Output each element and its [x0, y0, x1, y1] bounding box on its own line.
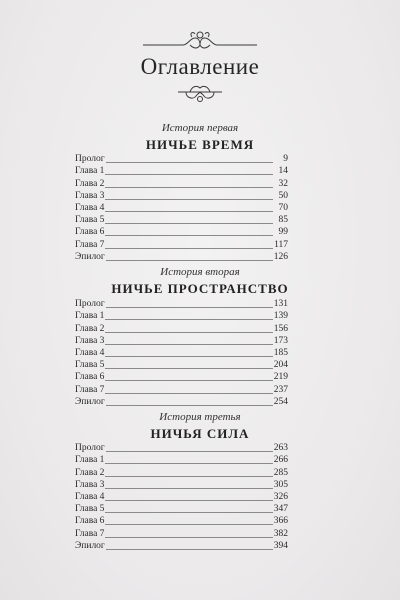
- toc-entry[interactable]: Глава 5 204: [75, 360, 288, 371]
- toc-entry[interactable]: Глава 3 50: [75, 190, 288, 201]
- toc-entry[interactable]: Глава 4 185: [75, 347, 288, 358]
- toc-entry[interactable]: Глава 4 70: [75, 202, 288, 213]
- story-1-heading: [0, 122, 400, 153]
- story-2-entries: [75, 298, 288, 408]
- toc-entry[interactable]: Глава 3 305: [75, 479, 288, 490]
- story-2-title: НИЧЬЕ ПРОСТРАНСТВО: [111, 281, 289, 296]
- toc-entry[interactable]: Пролог 263: [75, 443, 288, 454]
- toc-entry[interactable]: Глава 1 139: [75, 311, 288, 322]
- story-1-entries: [75, 153, 288, 263]
- toc-entry[interactable]: Глава 3 173: [75, 335, 288, 346]
- toc-entry[interactable]: Глава 6 99: [75, 227, 288, 238]
- toc-entry[interactable]: Глава 2 32: [75, 178, 288, 189]
- story-1-title: НИЧЬЕ ВРЕМЯ: [145, 137, 255, 152]
- story-3-entries: [75, 442, 288, 552]
- story-2-heading: [0, 266, 400, 297]
- story-3-label: История третья: [159, 411, 241, 423]
- toc-entry[interactable]: Глава 2 285: [75, 467, 288, 478]
- toc-title: Оглавление: [140, 54, 260, 79]
- toc-entry[interactable]: Глава 1 14: [75, 166, 288, 177]
- story-3-title: НИЧЬЯ СИЛА: [150, 426, 250, 441]
- toc-entry[interactable]: Глава 6 366: [75, 516, 288, 527]
- story-1-label: История первая: [161, 122, 239, 134]
- toc-entry[interactable]: Пролог 131: [75, 299, 288, 310]
- bottom-ornament-icon: [0, 80, 400, 106]
- toc-entry[interactable]: Эпилог 126: [75, 251, 288, 262]
- toc-entry[interactable]: Глава 2 156: [75, 323, 288, 334]
- toc-entry[interactable]: Глава 5 85: [75, 215, 288, 226]
- toc-entry[interactable]: Глава 7 237: [75, 384, 288, 395]
- story-3-heading: [0, 411, 400, 442]
- toc-entry[interactable]: Глава 6 219: [75, 372, 288, 383]
- toc-entry[interactable]: Глава 5 347: [75, 504, 288, 515]
- story-2-label: История вторая: [160, 266, 240, 278]
- toc-entry[interactable]: Глава 7 117: [75, 239, 288, 250]
- toc-entry[interactable]: Глава 1 266: [75, 455, 288, 466]
- toc-entry[interactable]: Эпилог 394: [75, 540, 288, 551]
- top-ornament-icon: [0, 28, 400, 54]
- toc-entry[interactable]: Глава 7 382: [75, 528, 288, 539]
- toc-entry[interactable]: Глава 4 326: [75, 491, 288, 502]
- toc-entry[interactable]: Эпилог 254: [75, 396, 288, 407]
- toc-entry[interactable]: Пролог 9: [75, 154, 288, 165]
